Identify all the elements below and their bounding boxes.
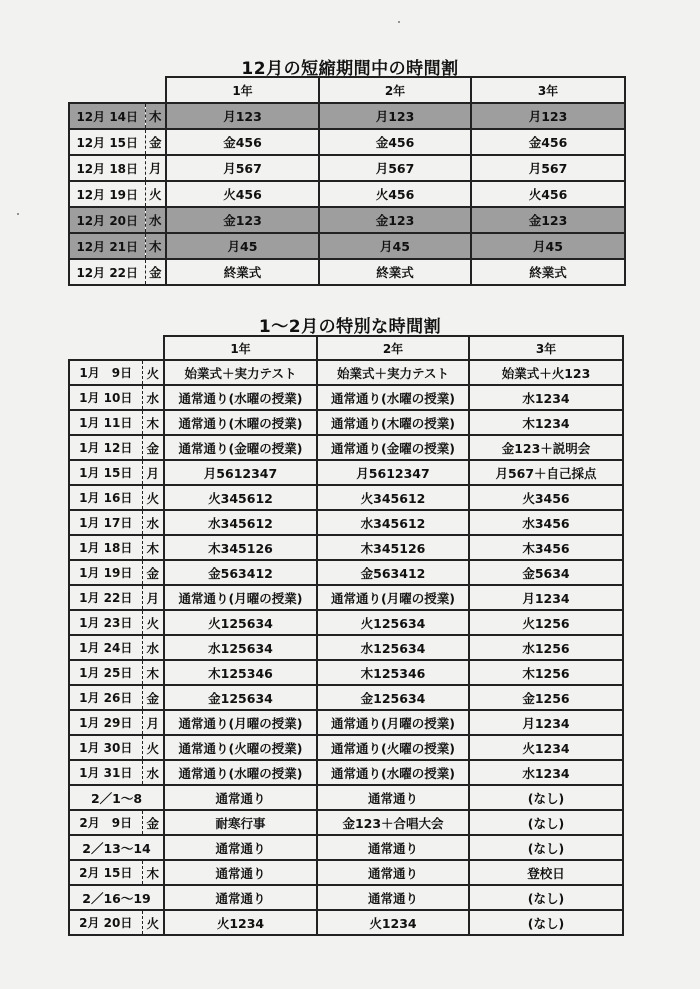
schedule-cell: 月567 xyxy=(166,155,319,181)
schedule-cell: 通常通り(水曜の授業) xyxy=(317,385,469,410)
weekday-cell: 木 xyxy=(142,410,164,435)
schedule-cell: 始業式＋実力テスト xyxy=(317,360,469,385)
date-cell: 1月 25日 xyxy=(69,660,142,685)
date-cell: 1月 12日 xyxy=(69,435,142,460)
table-row xyxy=(69,910,623,935)
schedule-cell: 金123 xyxy=(471,207,625,233)
december-timetable xyxy=(68,76,626,286)
date-cell: 1月 30日 xyxy=(69,735,142,760)
date-cell: 1月 16日 xyxy=(69,485,142,510)
schedule-cell: 通常通り(木曜の授業) xyxy=(164,410,317,435)
date-cell: 2月 9日 xyxy=(69,810,142,835)
table-row xyxy=(69,259,625,285)
weekday-cell: 金 xyxy=(145,129,166,155)
schedule-cell: 木1234 xyxy=(469,410,623,435)
date-cell: 1月 29日 xyxy=(69,710,142,735)
weekday-cell: 金 xyxy=(142,435,164,460)
date-cell: 12月 19日 xyxy=(69,181,145,207)
table-row xyxy=(69,585,623,610)
schedule-cell: 通常通り xyxy=(164,885,317,910)
schedule-cell: 金123＋説明会 xyxy=(469,435,623,460)
schedule-cell: 通常通り(金曜の授業) xyxy=(317,435,469,460)
schedule-cell: 火456 xyxy=(471,181,625,207)
table-row xyxy=(69,410,623,435)
weekday-cell: 月 xyxy=(142,710,164,735)
schedule-cell: 登校日 xyxy=(469,860,623,885)
schedule-cell: (なし) xyxy=(469,785,623,810)
date-cell: 1月 17日 xyxy=(69,510,142,535)
table-row xyxy=(69,535,623,560)
table-row xyxy=(69,207,625,233)
schedule-cell: 月567 xyxy=(319,155,471,181)
schedule-cell: 火1234 xyxy=(469,735,623,760)
date-cell: 1月 24日 xyxy=(69,635,142,660)
schedule-cell: 月45 xyxy=(166,233,319,259)
schedule-cell: 通常通り xyxy=(164,785,317,810)
schedule-cell: 終業式 xyxy=(471,259,625,285)
table-row xyxy=(69,385,623,410)
table-row xyxy=(69,610,623,635)
schedule-cell: (なし) xyxy=(469,910,623,935)
schedule-cell: 火1234 xyxy=(317,910,469,935)
schedule-cell: 通常通り xyxy=(164,860,317,885)
schedule-cell: 金456 xyxy=(319,129,471,155)
grade-header: 1年 xyxy=(166,77,319,103)
jan-feb-timetable xyxy=(68,335,624,936)
schedule-cell: 通常通り(金曜の授業) xyxy=(164,435,317,460)
schedule-cell: 水125634 xyxy=(164,635,317,660)
schedule-cell: 火1234 xyxy=(164,910,317,935)
schedule-cell: 金5634 xyxy=(469,560,623,585)
table-row xyxy=(69,129,625,155)
schedule-cell: 月5612347 xyxy=(317,460,469,485)
weekday-cell: 火 xyxy=(142,735,164,760)
weekday-cell: 月 xyxy=(142,460,164,485)
schedule-cell: 通常通り(月曜の授業) xyxy=(164,585,317,610)
schedule-cell: 金456 xyxy=(166,129,319,155)
schedule-cell: 火456 xyxy=(319,181,471,207)
schedule-cell: 金123＋合唱大会 xyxy=(317,810,469,835)
paper-speck xyxy=(398,21,400,23)
date-cell: 1月 31日 xyxy=(69,760,142,785)
schedule-cell: 通常通り(木曜の授業) xyxy=(317,410,469,435)
table-row xyxy=(69,835,623,860)
blank-cell xyxy=(69,336,142,360)
schedule-cell: 木3456 xyxy=(469,535,623,560)
schedule-cell: (なし) xyxy=(469,885,623,910)
grade-header: 2年 xyxy=(319,77,471,103)
schedule-cell: 通常通り(水曜の授業) xyxy=(164,760,317,785)
table-row xyxy=(69,735,623,760)
schedule-cell: 通常通り xyxy=(317,835,469,860)
schedule-cell: 月5612347 xyxy=(164,460,317,485)
date-cell: 2月 15日 xyxy=(69,860,142,885)
schedule-cell: 金123 xyxy=(166,207,319,233)
table-row xyxy=(69,103,625,129)
schedule-cell: 始業式＋火123 xyxy=(469,360,623,385)
schedule-cell: 火345612 xyxy=(164,485,317,510)
schedule-cell: 通常通り(水曜の授業) xyxy=(317,760,469,785)
paper-speck xyxy=(17,213,19,215)
table2-title: 1～2月の特別な時間割 xyxy=(258,317,442,337)
schedule-cell: 水345612 xyxy=(164,510,317,535)
weekday-cell: 火 xyxy=(142,360,164,385)
weekday-cell: 火 xyxy=(142,485,164,510)
schedule-cell: 火345612 xyxy=(317,485,469,510)
schedule-cell: 月123 xyxy=(319,103,471,129)
schedule-cell: 金1256 xyxy=(469,685,623,710)
date-cell: 2月 20日 xyxy=(69,910,142,935)
schedule-cell: 通常通り(月曜の授業) xyxy=(317,710,469,735)
blank-cell xyxy=(142,336,164,360)
schedule-cell: 終業式 xyxy=(319,259,471,285)
header-row xyxy=(69,336,623,360)
schedule-cell: 金456 xyxy=(471,129,625,155)
date-cell: 1月 26日 xyxy=(69,685,142,710)
table-row xyxy=(69,460,623,485)
table-row xyxy=(69,860,623,885)
weekday-cell: 水 xyxy=(142,510,164,535)
schedule-cell: 通常通り(月曜の授業) xyxy=(317,585,469,610)
schedule-cell: 耐寒行事 xyxy=(164,810,317,835)
schedule-cell: 金125634 xyxy=(164,685,317,710)
weekday-cell: 水 xyxy=(142,385,164,410)
date-cell: 1月 10日 xyxy=(69,385,142,410)
date-cell: 2／16～19 xyxy=(69,885,164,910)
weekday-cell: 月 xyxy=(145,155,166,181)
date-cell: 1月 9日 xyxy=(69,360,142,385)
grade-header: 2年 xyxy=(317,336,469,360)
header-row xyxy=(69,77,625,103)
weekday-cell: 金 xyxy=(145,259,166,285)
date-cell: 12月 20日 xyxy=(69,207,145,233)
schedule-cell: 水1234 xyxy=(469,385,623,410)
schedule-cell: 金123 xyxy=(319,207,471,233)
schedule-cell: 金563412 xyxy=(164,560,317,585)
date-cell: 2／13～14 xyxy=(69,835,164,860)
schedule-cell: 水125634 xyxy=(317,635,469,660)
schedule-cell: 火456 xyxy=(166,181,319,207)
blank-cell xyxy=(69,77,145,103)
table-row xyxy=(69,710,623,735)
grade-header: 3年 xyxy=(469,336,623,360)
grade-header: 3年 xyxy=(471,77,625,103)
schedule-cell: 金563412 xyxy=(317,560,469,585)
weekday-cell: 水 xyxy=(142,635,164,660)
schedule-cell: 火3456 xyxy=(469,485,623,510)
schedule-cell: 金125634 xyxy=(317,685,469,710)
date-cell: 1月 23日 xyxy=(69,610,142,635)
date-cell: 1月 11日 xyxy=(69,410,142,435)
table-row xyxy=(69,181,625,207)
grade-header: 1年 xyxy=(164,336,317,360)
weekday-cell: 金 xyxy=(142,810,164,835)
weekday-cell: 月 xyxy=(142,585,164,610)
date-cell: 2／1～8 xyxy=(69,785,164,810)
schedule-cell: (なし) xyxy=(469,810,623,835)
table-row xyxy=(69,560,623,585)
weekday-cell: 火 xyxy=(142,910,164,935)
table-row xyxy=(69,760,623,785)
date-cell: 1月 18日 xyxy=(69,535,142,560)
table-row xyxy=(69,360,623,385)
weekday-cell: 水 xyxy=(142,760,164,785)
schedule-cell: 月567 xyxy=(471,155,625,181)
date-cell: 12月 18日 xyxy=(69,155,145,181)
schedule-cell: 木1256 xyxy=(469,660,623,685)
weekday-cell: 木 xyxy=(145,103,166,129)
schedule-cell: 通常通り(火曜の授業) xyxy=(317,735,469,760)
table-row xyxy=(69,155,625,181)
schedule-cell: 通常通り xyxy=(317,785,469,810)
table-row xyxy=(69,485,623,510)
weekday-cell: 水 xyxy=(145,207,166,233)
date-cell: 12月 21日 xyxy=(69,233,145,259)
schedule-cell: 水1234 xyxy=(469,760,623,785)
blank-cell xyxy=(145,77,166,103)
weekday-cell: 木 xyxy=(142,535,164,560)
date-cell: 1月 15日 xyxy=(69,460,142,485)
schedule-cell: 水345612 xyxy=(317,510,469,535)
weekday-cell: 火 xyxy=(142,610,164,635)
date-cell: 12月 15日 xyxy=(69,129,145,155)
table-row xyxy=(69,233,625,259)
schedule-cell: 月1234 xyxy=(469,585,623,610)
table-row xyxy=(69,785,623,810)
schedule-cell: 通常通り(水曜の授業) xyxy=(164,385,317,410)
table1-title: 12月の短縮期間中の時間割 xyxy=(241,59,459,79)
schedule-cell: 水3456 xyxy=(469,510,623,535)
schedule-cell: 通常通り xyxy=(164,835,317,860)
schedule-cell: 火125634 xyxy=(164,610,317,635)
table-row xyxy=(69,510,623,535)
weekday-cell: 木 xyxy=(142,660,164,685)
schedule-cell: 水1256 xyxy=(469,635,623,660)
weekday-cell: 金 xyxy=(142,560,164,585)
schedule-cell: 月123 xyxy=(471,103,625,129)
schedule-cell: 月45 xyxy=(471,233,625,259)
weekday-cell: 火 xyxy=(145,181,166,207)
schedule-cell: 終業式 xyxy=(166,259,319,285)
schedule-cell: 通常通り(火曜の授業) xyxy=(164,735,317,760)
schedule-cell: 木125346 xyxy=(317,660,469,685)
weekday-cell: 木 xyxy=(145,233,166,259)
date-cell: 1月 19日 xyxy=(69,560,142,585)
schedule-cell: 火125634 xyxy=(317,610,469,635)
schedule-cell: 始業式＋実力テスト xyxy=(164,360,317,385)
date-cell: 12月 14日 xyxy=(69,103,145,129)
table-row xyxy=(69,885,623,910)
table-row xyxy=(69,685,623,710)
table-row xyxy=(69,810,623,835)
schedule-cell: 木125346 xyxy=(164,660,317,685)
schedule-cell: 木345126 xyxy=(164,535,317,560)
schedule-cell: (なし) xyxy=(469,835,623,860)
table-row xyxy=(69,635,623,660)
date-cell: 12月 22日 xyxy=(69,259,145,285)
schedule-cell: 月123 xyxy=(166,103,319,129)
date-cell: 1月 22日 xyxy=(69,585,142,610)
table-row xyxy=(69,435,623,460)
schedule-cell: 通常通り xyxy=(317,885,469,910)
schedule-cell: 月1234 xyxy=(469,710,623,735)
schedule-cell: 通常通り(月曜の授業) xyxy=(164,710,317,735)
schedule-cell: 通常通り xyxy=(317,860,469,885)
weekday-cell: 木 xyxy=(142,860,164,885)
schedule-cell: 月45 xyxy=(319,233,471,259)
schedule-cell: 月567＋自己採点 xyxy=(469,460,623,485)
schedule-cell: 木345126 xyxy=(317,535,469,560)
weekday-cell: 金 xyxy=(142,685,164,710)
table-row xyxy=(69,660,623,685)
schedule-cell: 火1256 xyxy=(469,610,623,635)
